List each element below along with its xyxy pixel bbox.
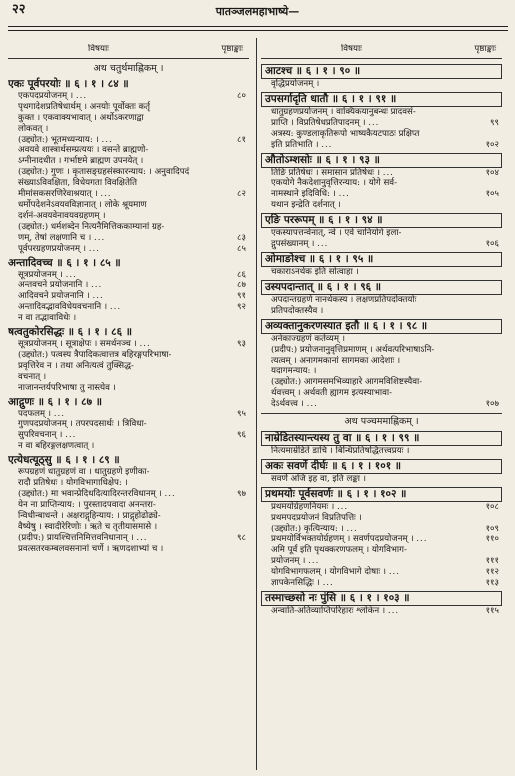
sutra-heading: उपसर्गादृति धातौ ॥ ६ । १ । ९१ ॥: [261, 92, 502, 107]
page-ref: ११३: [485, 578, 499, 589]
toc-entry: [8, 467, 249, 478]
column-header: [8, 44, 249, 59]
subjects-heading: विषयाः: [341, 44, 362, 54]
entry-text: (उद्द्योत:) आगमसमभिव्याहारे आगमविशिष्टस्यैवा-: [271, 377, 423, 388]
entry-text: र्थवत्त्वम् । अर्थवती ह्यागम इत्यस्याभावा-: [271, 388, 393, 399]
page-ref: ९६: [237, 430, 246, 441]
page-ref: ९१: [237, 291, 246, 302]
toc-entry: [8, 222, 249, 233]
toc-entry: [261, 345, 502, 356]
leader-dots: ...: [338, 189, 350, 200]
page-no-heading: पृष्ठाङ्काः: [221, 44, 243, 54]
sutra-heading: ओमाङोश्च ॥ ६ । १ । ९५ ॥: [261, 252, 502, 267]
toc-entry: [261, 267, 502, 278]
entry-text: पृथगादेशप्रतिषेधार्थम् । अनयोः पूर्वोक्तः कर्तृ: [18, 101, 151, 112]
entry-text: सूत्रप्रयोजनम् ।: [18, 269, 63, 280]
entry-text: दर्शनं-अवयवेनावयवग्रहणम् ।: [18, 210, 106, 221]
leader-dots: ...: [139, 339, 151, 350]
toc-entry: [261, 178, 502, 189]
toc-entry: [261, 239, 502, 250]
toc-entry: [8, 113, 249, 124]
entry-text: एकस्यापत्तन्वेनात्, न्वे । एवे चानियोगे इला-: [271, 228, 402, 239]
toc-entry: [8, 500, 249, 511]
entry-text: एकयोगे नैकदेशानुवृत्तिरन्याय: । योगे सर्व-: [271, 178, 397, 189]
toc-entry: [8, 313, 249, 324]
entry-text: न वा बहिरङ्गलक्षणत्वात् ।: [18, 441, 95, 452]
entry-text: नाजानन्तर्यपरिभाषा तु नास्त्येव ।: [18, 382, 116, 393]
entry-text: पदफलम् ।: [18, 408, 52, 419]
sutra-heading: नाम्रेडितस्यान्त्यस्य तु वा ॥ ६ । १ । ९९ ॥: [261, 431, 502, 446]
page-ref: ८२: [237, 189, 246, 200]
toc-entry: [8, 361, 249, 372]
toc-entry: [261, 129, 502, 140]
entry-text: अवयवे शास्त्रार्थसम्प्रत्ययः । वसन्ते ब्राह्मणो-: [18, 145, 149, 156]
entry-text: अनेकाज्ग्रहणं कर्तव्यम् ।: [271, 333, 345, 344]
toc-entry: [261, 446, 502, 457]
entry-text: एकपदप्रयोजनम् ।: [18, 90, 74, 101]
entry-text: धातुग्रहणप्रयोजनम् । वाक्यिकयानुबन्धः प्रादवसं-: [271, 106, 416, 117]
entry-text: प्राप्ति । विप्रतिषेधप्रतिपादनम् ।: [271, 117, 366, 128]
toc-entry: [8, 244, 249, 255]
toc-entry: [8, 270, 249, 281]
page-ref: १०६: [485, 239, 499, 250]
page-ref: ११२: [485, 567, 499, 578]
page-ref: ८६: [237, 269, 246, 280]
entry-text: सूत्रप्रयोजनम् । सूत्राक्षेपः । समर्थनञ्च ।: [18, 339, 137, 350]
toc-entry: [8, 522, 249, 533]
entry-text: प्रवत्सतरकम्बलवसनानां चर्णे । ऋणदशाभ्यां च ।: [18, 543, 164, 554]
entry-text: अपदान्तग्रहणे नानर्थकस्य । लक्षणप्रतिपदोक्तयोः: [271, 294, 417, 305]
leader-dots: ...: [306, 399, 318, 410]
toc-entry: [261, 79, 502, 90]
leader-dots: ...: [65, 430, 77, 441]
contents-columns: [8, 44, 508, 770]
toc-entry: [8, 478, 249, 489]
leader-dots: ...: [91, 280, 103, 291]
leader-dots: ...: [53, 408, 65, 419]
toc-entry: [261, 534, 502, 545]
entry-text: नित्यमाम्रेडिते डाचि । बिन्धिप्रतिषद्धितत्त्वप्रयः ।: [271, 445, 410, 456]
entry-text: (प्रदीप:) प्रयोजनानुवृत्तिप्रमाणम् । अर्थवत्परिभाषाऽनि-: [271, 344, 435, 355]
page-ref: ९८: [237, 532, 246, 543]
page-ref: १०७: [485, 399, 499, 410]
page-ref: ९७: [237, 489, 246, 499]
entry-text: नामस्थाने इदिविधि: ।: [271, 189, 336, 200]
entry-text: ऽग्नीनादधीत । गर्भाष्टमे ब्राह्मण उपनयेत् ।: [18, 156, 144, 167]
toc-entry: [261, 189, 502, 200]
right-column: [261, 44, 502, 770]
leader-dots: ...: [416, 534, 428, 545]
toc-entry: [8, 350, 249, 361]
toc-entry: [8, 302, 249, 313]
entry-text: वैष्येषु । स्वादीरेरिणोः । ऋते च तृतीयासमासे ।: [18, 521, 158, 532]
toc-entry: [8, 145, 249, 156]
entry-text: अत्रस्य: कुण्डलाकृतिरूपो भाष्यकैयटपाठः प्रक्षिप्त: [271, 128, 420, 139]
toc-entry: [8, 430, 249, 441]
toc-entry: [261, 140, 502, 151]
entry-text: प्रथमयोर्ग्रहणनियमः ।: [271, 501, 335, 512]
entry-text: रादौ प्रतिषेधः । योगविभागाधिक्षेप: ।: [18, 478, 128, 489]
chapter-heading: अथ पञ्चममाह्निकम् ।: [344, 416, 419, 428]
page-ref: ८१: [237, 134, 246, 145]
page-ref: ८०: [237, 90, 246, 101]
sutra-heading: आद्गुणः ॥ ६ । १ । ८७ ॥: [8, 395, 103, 408]
leader-dots: ...: [368, 117, 380, 128]
page-ref: १०९: [485, 523, 499, 534]
left-column: [8, 44, 249, 770]
page-no-heading: पृष्ठाङ्काः: [474, 44, 496, 54]
entry-text: आदिवचने प्रयोजनानि ।: [18, 291, 90, 302]
toc-entry: [261, 474, 502, 485]
leader-dots: ...: [322, 578, 334, 589]
toc-entry: [261, 306, 502, 317]
entry-text: यथान इन्द्रेति दर्शनात् ।: [271, 200, 341, 211]
sutra-heading: एकः पूर्वपरयोः ॥ ६ । १ । ८४ ॥: [8, 77, 129, 90]
toc-entry: [8, 339, 249, 350]
toc-entry: [8, 156, 249, 167]
entry-text: रूपग्रहणं धातुग्रहणं वा । धातुग्रहणे इणीका-: [18, 467, 150, 478]
toc-entry: [8, 291, 249, 302]
entry-text: धर्मोपदेशनेऽवयवविज्ञानात् । लोके श्रूयमाण: [18, 199, 147, 210]
toc-entry: [261, 356, 502, 367]
toc-entry: [261, 578, 502, 589]
entry-text: अमि पूर्वं इति पृथक्करणफलम् । योगविभाग-: [271, 545, 407, 556]
entry-text: त्यत्वम् । अनागमकानां सागमका आदेशाः ।: [271, 355, 401, 366]
toc-entry: [261, 366, 502, 377]
entry-text: अन्तादिवद्भावविधेयवचनानि ।: [18, 302, 108, 313]
entry-text: न्विधीन्बाधन्ते । अक्षराद्गृहिन्याय: । प्राद्गृहोढोढ्ये-: [18, 510, 161, 521]
entry-text: (उद्द्योत:) पत्वस्य त्रैपादिकत्वात्तत्र बहिरङ्गपरिभाषा-: [18, 349, 172, 360]
sutra-heading: षत्वतुकोरसिद्धः ॥ ६ । १ । ८६ ॥: [8, 326, 133, 339]
toc-entry: [261, 228, 502, 239]
sutra-heading: आटश्च ॥ ६ । १ । ९० ॥: [261, 64, 502, 79]
toc-entry: [8, 511, 249, 522]
section-divider: [261, 413, 502, 414]
leader-dots: ...: [308, 556, 320, 567]
entry-text: णम्, तेषां लक्षणानि च ।: [18, 232, 92, 243]
chapter-heading: अथ चतुर्थमाह्निकम् ।: [93, 63, 164, 74]
toc-entry: [8, 200, 249, 211]
page-ref: ८७: [237, 280, 246, 291]
entry-text: योगविभागफलम् । योगविभागे दोषाः ।: [271, 567, 387, 578]
toc-entry: [8, 189, 249, 200]
entry-text: (उद्द्योत:) मा भवान्प्रेदिधदित्यादिरन्तरविधानम् ।: [18, 489, 162, 499]
column-header: [261, 44, 502, 59]
sutra-heading: प्रथमयोः पूर्वसवर्णः ॥ ६ । १ । १०२ ॥: [261, 487, 502, 502]
entry-text: (उद्द्योत:) धर्मशब्देन नित्यनैमित्तिककाम्यानां ग्रह-: [18, 221, 165, 232]
entry-text: इति प्रतिभाति ।: [271, 139, 319, 150]
entry-text: द्गुपसंख्यानम् ।: [271, 239, 315, 250]
left-entries: [8, 64, 249, 554]
page-ref: १०२: [485, 139, 499, 150]
sutra-heading: तस्माच्छसो नः पुंसि ॥ ६ । १ । १०३ ॥: [261, 591, 502, 606]
page-ref: ९५: [237, 408, 246, 419]
toc-entry: [8, 211, 249, 222]
leader-dots: ...: [388, 567, 401, 578]
header-rule-double: [8, 30, 508, 31]
page-ref: ८५: [237, 243, 246, 254]
entry-text: प्रतिपदोक्तस्यैव ।: [271, 305, 324, 316]
toc-entry: [261, 107, 502, 118]
page-header: [0, 4, 515, 26]
entry-text: पूर्वपरग्रहणप्रयोजनम् ।: [18, 243, 87, 254]
entry-text: सवर्णे अजि इह वा, इति लङ्का ।: [271, 473, 366, 484]
entry-text: तिङि प्रतिषेधः । समासान प्रतिषेधः ।: [271, 167, 380, 178]
page-ref: ८३: [237, 232, 246, 243]
entry-text: न वा तद्भावाविधेः ।: [18, 313, 77, 324]
toc-entry: [8, 124, 249, 135]
entry-text: चकाराऽनर्थक इति सोत्वाहा ।: [271, 266, 359, 277]
toc-entry: [261, 567, 502, 578]
leader-dots: ...: [317, 239, 329, 250]
entry-text: प्रवृत्तिरेव न । तथा अनित्यत्वं तुक्सिद्ध-: [18, 360, 134, 371]
sutra-heading: एङि पररूपम् ॥ ६ । १ । ९४ ॥: [261, 213, 502, 228]
entry-text: कुक्त । एकवाक्यभावात् । अर्थोऽकरणाद्वा: [18, 112, 144, 123]
entry-text: (उद्द्योत:) भूतमध्यन्याय: ।: [18, 134, 99, 145]
toc-entry: [261, 513, 502, 524]
toc-entry: [8, 233, 249, 244]
leader-dots: ...: [101, 134, 113, 145]
leader-dots: ...: [93, 232, 106, 243]
toc-entry: [8, 102, 249, 113]
toc-entry: [261, 502, 502, 513]
leader-dots: ...: [75, 90, 88, 101]
page-ref: १०५: [485, 189, 499, 200]
toc-entry: [261, 606, 502, 617]
toc-entry: [261, 200, 502, 211]
toc-entry: [8, 135, 249, 146]
toc-entry: [261, 118, 502, 129]
page-ref: ९३: [237, 339, 246, 350]
header-rule: [8, 26, 508, 27]
page-ref: ९२: [237, 302, 246, 313]
entry-text: (प्रदीप:) प्रायश्चित्तनिमित्तवनिधानान् ।: [18, 532, 134, 543]
toc-entry: [8, 544, 249, 555]
toc-entry: [261, 399, 502, 410]
leader-dots: ...: [321, 139, 333, 150]
right-entries: [261, 64, 502, 617]
entry-text: मीमांसकसरणिरेवाश्रयात् ।: [18, 189, 98, 200]
page-ref: १११: [485, 556, 499, 567]
leader-dots: ...: [65, 269, 77, 280]
entry-text: प्रथमयोर्विभक्तयोर्ग्रहणम् । सवर्णपदप्रयोजनम् ।: [271, 534, 414, 545]
leader-dots: ...: [382, 167, 394, 178]
toc-entry: [261, 377, 502, 388]
page-ref: ११५: [485, 606, 499, 616]
entry-text: देऽर्थवत्त्व ।: [271, 399, 304, 410]
leader-dots: ...: [136, 532, 148, 543]
column-divider: [256, 38, 257, 770]
entry-text: प्रथमपदप्रयोजनं विप्रतिपत्तिः ।: [271, 512, 362, 523]
toc-entry: [8, 178, 249, 189]
toc-entry: [261, 524, 502, 535]
leader-dots: ...: [109, 302, 122, 313]
running-title: पातञ्जलमहाभाष्ये—: [215, 5, 300, 18]
toc-entry: [8, 409, 249, 420]
toc-entry: [8, 441, 249, 452]
toc-entry: [261, 334, 502, 345]
page-ref: १०८: [485, 501, 499, 512]
toc-entry: [261, 168, 502, 179]
page-ref: ९९: [490, 117, 499, 128]
toc-entry: [8, 489, 249, 500]
entry-text: प्रयोजनम् ।: [271, 556, 306, 567]
toc-entry: [8, 533, 249, 544]
sutra-heading: उस्यपदान्तात् ॥ ६ । १ । ९६ ॥: [261, 280, 502, 295]
entry-text: ज्ञापकेनसिद्धिः ।: [271, 578, 320, 589]
toc-entry: [8, 280, 249, 291]
subjects-heading: विषयाः: [88, 44, 109, 54]
toc-entry: [8, 419, 249, 430]
leader-dots: ...: [100, 189, 112, 200]
entry-text: अन्तवचने प्रयोजनानि ।: [18, 280, 89, 291]
toc-entry: [8, 372, 249, 383]
page-ref: १०४: [485, 167, 499, 178]
leader-dots: ...: [92, 291, 104, 302]
sutra-heading: अकः सवर्णे दीर्घः ॥ ६ । १ । १०१ ॥: [261, 459, 502, 474]
toc-entry: [261, 388, 502, 399]
toc-entry: [261, 545, 502, 556]
entry-text: वचनात् ।: [18, 371, 47, 382]
leader-dots: ...: [387, 606, 400, 616]
leader-dots: ...: [336, 501, 349, 512]
toc-entry: [261, 295, 502, 306]
entry-text: सुपरिवचनान् ।: [18, 430, 63, 441]
page-number: २२: [12, 2, 26, 17]
leader-dots: ...: [164, 489, 176, 499]
entry-text: (उद्द्योत:) गुणः । कृतासङ्ग्रहसंस्कारन्याय: । अनुवादिपदं: [18, 167, 190, 178]
toc-entry: [8, 91, 249, 102]
sutra-heading: एत्येधत्यूठ्सु ॥ ६ । १ । ८९ ॥: [8, 454, 120, 467]
entry-text: वृद्धिप्रयोजनम् ।: [271, 79, 320, 89]
entry-text: (उद्द्योत:) कृत्यिन्याय: ।: [271, 523, 344, 534]
entry-text: लोकवत् ।: [18, 123, 49, 134]
leader-dots: ...: [88, 243, 100, 254]
leader-dots: ...: [346, 523, 358, 534]
sutra-heading: अन्तादिवच्च ॥ ६ । १ । ८५ ॥: [8, 256, 121, 269]
toc-entry: [261, 556, 502, 567]
sutra-heading: अव्यक्तानुकरणस्यात इतौ ॥ ६ । १ । ९८ ॥: [261, 319, 502, 334]
entry-text: गुणपदप्रयोजनम् । तपरपदसार्थः । त्रिविधा-: [18, 419, 147, 430]
sutra-heading: औतोऽम्शसोः ॥ ६ । १ । ९३ ॥: [261, 153, 502, 168]
toc-entry: [8, 167, 249, 178]
entry-text: येन ना प्राप्तिन्याय: । पुरस्तादपवादा अनन्तरा-: [18, 499, 156, 510]
entry-text: अन्वाति-अतिव्याप्तिपरिहारः श्लोकेन ।: [271, 606, 386, 616]
page-ref: ११०: [485, 534, 499, 545]
toc-entry: [8, 383, 249, 394]
entry-text: यदागमन्याय: ।: [271, 366, 317, 377]
entry-text: संख्याऽविवक्षिता, विधेयगता विवक्षितेति: [18, 178, 137, 189]
